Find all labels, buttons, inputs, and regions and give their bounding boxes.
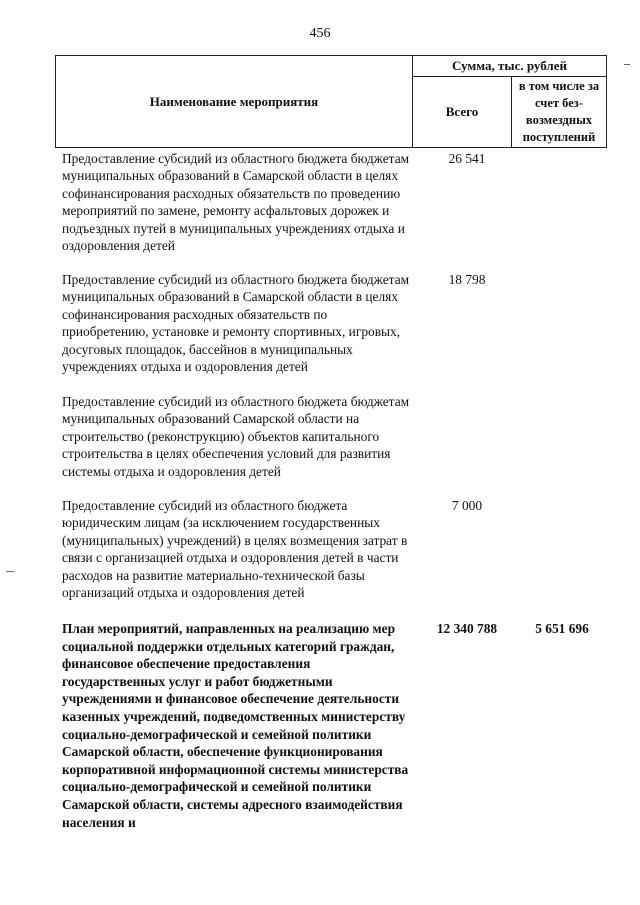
header-extra-column: в том числе за счет без-возмездных поступлений bbox=[518, 79, 600, 144]
row-total: 12 340 788 bbox=[436, 621, 498, 636]
row-total: 26 541 bbox=[448, 151, 486, 166]
page-number: 456 bbox=[309, 26, 331, 41]
header-total-column: Всего bbox=[445, 104, 479, 119]
row-total: 18 798 bbox=[448, 272, 486, 287]
margin-mark bbox=[6, 571, 14, 572]
row-name: Предоставление субсидий из областного бюджета бюджетам муниципальных образований в Самарской области в целях софинансирования расходных обязательств по проведению мероприятий по замене, ремонту асфальтовых дорожек и подъездных путей в муниципальных учреждениях отдыха и оздоровления детей bbox=[62, 151, 410, 254]
row-name: Предоставление субсидий из областного бюджета бюджетам муниципальных образований в Самарской области в целях софинансирования расходных обязательств по приобретению, установке и ремонту спортивных, игровых, досуговых площадок, бассейнов в муниципальных учреждениях отдыха и оздоровления детей bbox=[62, 272, 410, 375]
header-sum-group: Сумма, тыс. рублей bbox=[452, 58, 567, 73]
table-header bbox=[55, 55, 607, 148]
row-total: 7 000 bbox=[451, 498, 483, 513]
row-name: План мероприятий, направленных на реализацию мер социальной поддержки отдельных категорий граждан, финансовое обеспечение предоставления государственных услуг и работ бюджетными учреждениями и финансовое обеспечение деятельности казенных учреждений, подведомственных министерству социально-демографической и семейной политики Самарской области, обеспечение функционирования корпоративной информационной системы министерства социально-демографической и семейной политики Самарской области, системы адресного взаимодействия населения и bbox=[62, 621, 409, 830]
row-name: Предоставление субсидий из областного бюджета юридическим лицам (за исключением государственных (муниципальных) учреждений) в целях возмещения затрат в связи с организацией отдыха и оздоровления детей в части расходов на развитие материально-технической базы организаций отдыха и оздоровления детей bbox=[62, 498, 408, 601]
row-name: Предоставление субсидий из областного бюджета бюджетам муниципальных образований Самарской области на строительство (реконструкцию) объектов капитального строительства в целях обеспечения условий для развития системы отдыха и оздоровления детей bbox=[62, 394, 410, 479]
header-name-column: Наименование мероприятия bbox=[149, 93, 319, 109]
margin-mark bbox=[624, 64, 630, 65]
row-extra: 5 651 696 bbox=[535, 621, 589, 636]
